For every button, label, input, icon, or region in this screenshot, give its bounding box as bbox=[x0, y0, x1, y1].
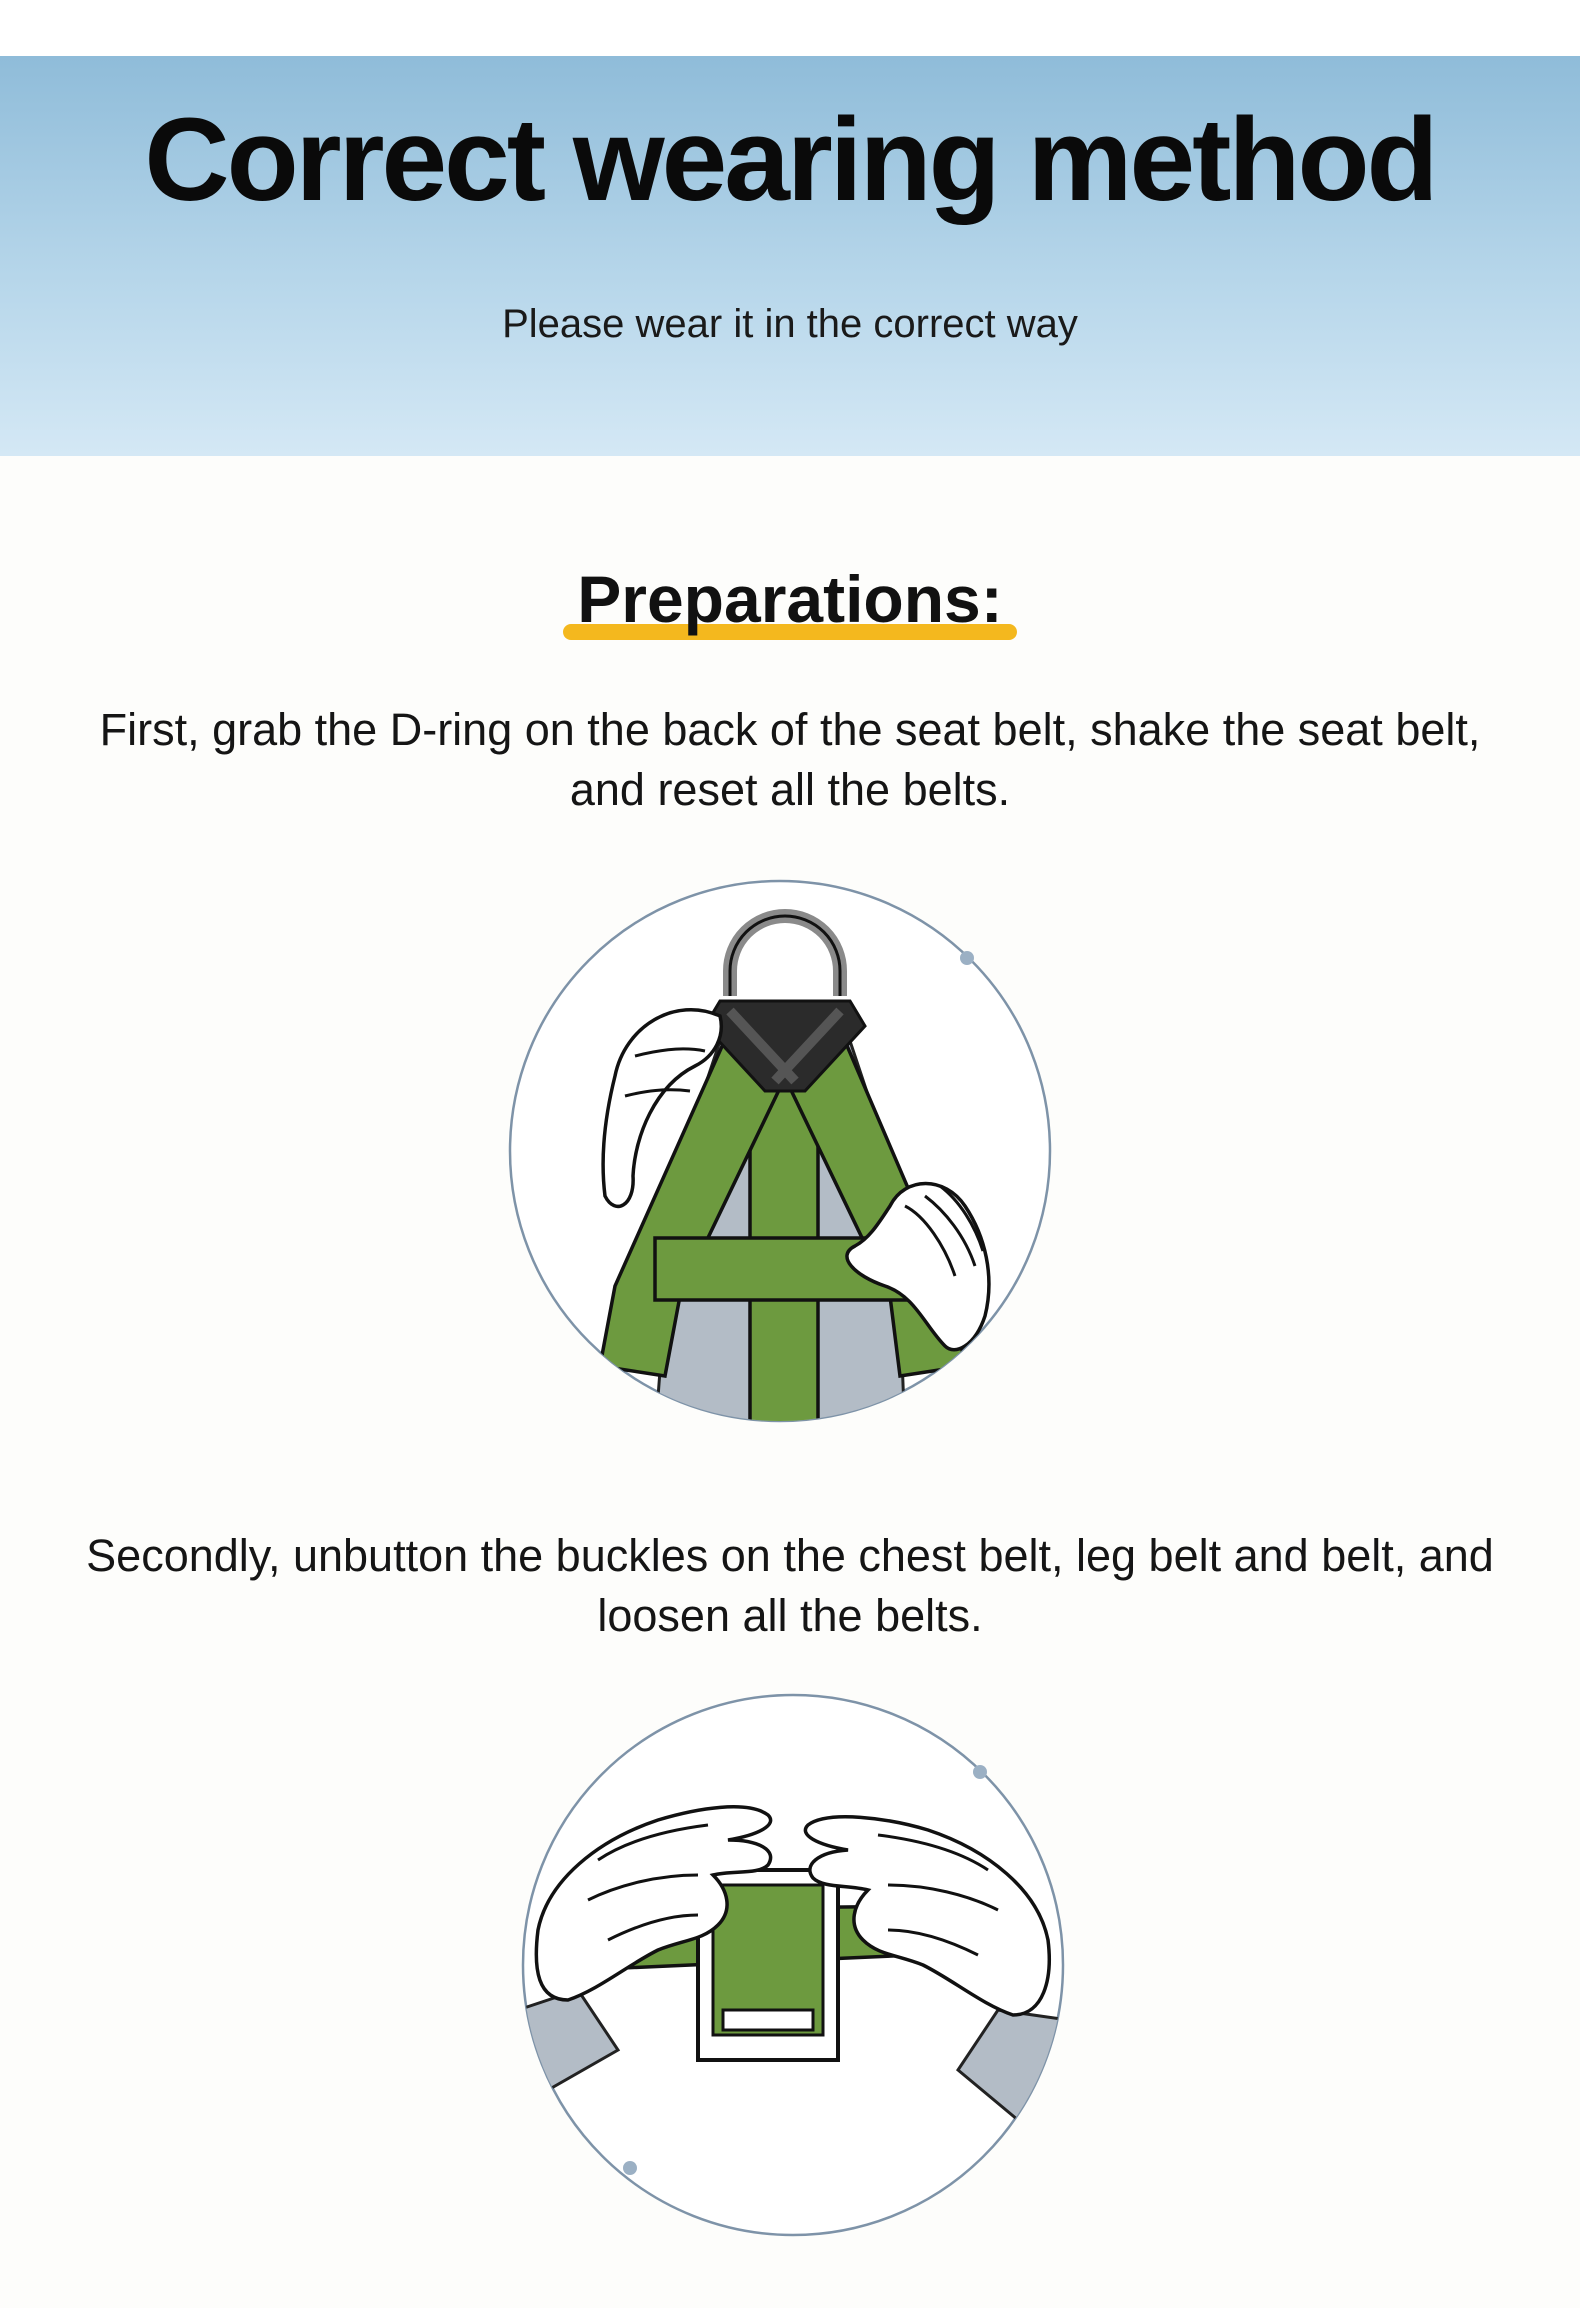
section-heading bbox=[0, 562, 1580, 642]
page-title: Correct wearing method bbox=[144, 94, 1436, 226]
circle-dot bbox=[973, 1765, 987, 1779]
buckle-unbutton-illustration bbox=[518, 1690, 1068, 2240]
circle-dot bbox=[960, 951, 974, 965]
harness-d-ring-illustration bbox=[505, 876, 1055, 1426]
step-1-instruction: First, grab the D-ring on the back of the seat belt, shake the seat belt, and reset all the belts. bbox=[99, 704, 1481, 815]
circle-dot bbox=[623, 2161, 637, 2175]
step-2-instruction: Secondly, unbutton the buckles on the chest belt, leg belt and belt, and loosen all the belts. bbox=[86, 1530, 1494, 1641]
top-strip bbox=[0, 0, 1580, 56]
section-heading-text bbox=[563, 562, 1016, 642]
page-subtitle: Please wear it in the correct way bbox=[502, 302, 1078, 346]
section-heading-label: Preparations: bbox=[577, 562, 1003, 636]
